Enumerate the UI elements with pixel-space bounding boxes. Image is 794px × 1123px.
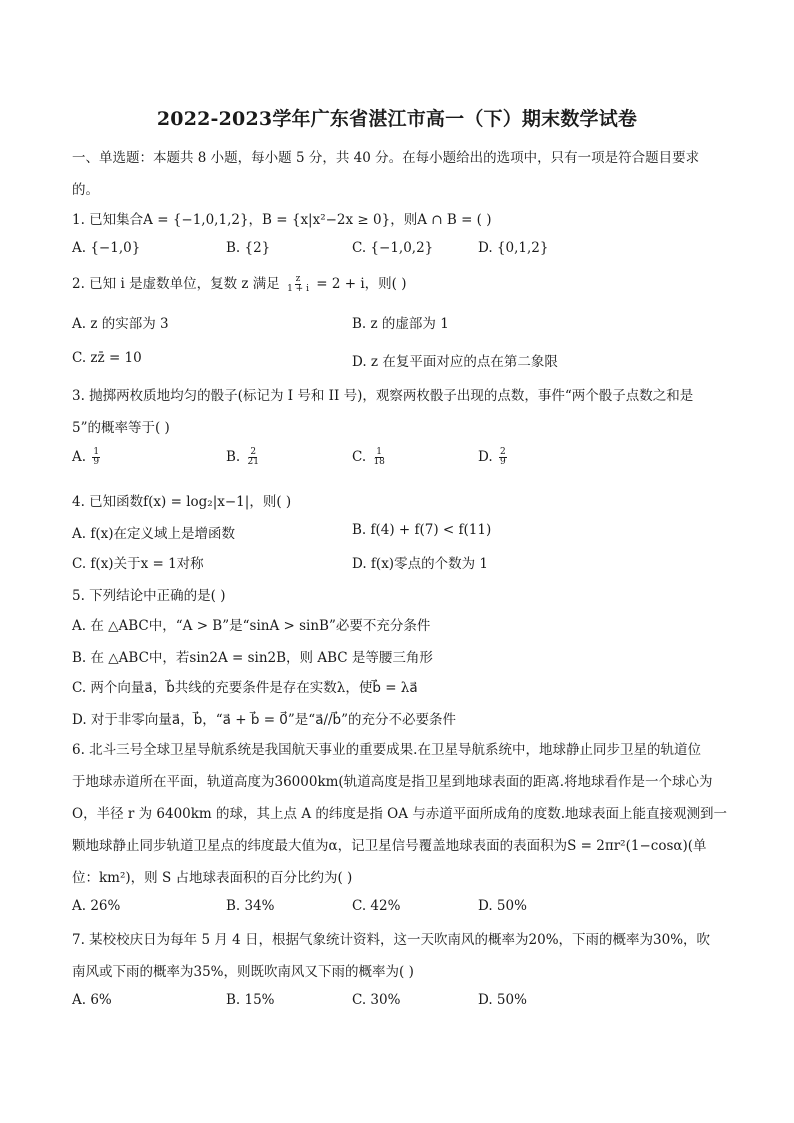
question-6-line2: 于地球赤道所在平面，轨道高度为36000km(轨道高度是指卫星到地球表面的距离.将地球看作是一个球心为 — [72, 774, 713, 790]
question-1-stem: 1. 已知集合A = {−1,0,1,2}，B = {x|x²−2x ≥ 0}，则A ∩ B = ( ) — [72, 212, 492, 228]
question-7-option-b: B. 15% — [226, 992, 275, 1008]
question-7-option-d: D. 50% — [478, 992, 527, 1008]
question-6-line3: O，半径 r 为 6400km 的球，其上点 A 的纬度是指 OA 与赤道平面所成角的度数.地球表面上能直接观测到一 — [72, 806, 728, 822]
question-3-option-a-fraction — [92, 448, 100, 467]
fraction-denominator: 9 — [499, 457, 506, 467]
question-2-stem-pre: 2. 已知 i 是虚数单位，复数 z 满足 — [72, 276, 280, 292]
question-2-option-d: D. z 在复平面对应的点在第二象限 — [352, 354, 558, 370]
question-1-option-b: B. {2} — [226, 240, 271, 256]
question-1-option-a: A. {−1,0} — [72, 240, 141, 256]
question-1-option-d: D. {0,1,2} — [478, 240, 549, 256]
fraction-numerator: 2 — [250, 447, 257, 457]
question-3-option-b — [226, 448, 262, 467]
question-4-option-a: A. f(x)在定义域上是增函数 — [72, 526, 235, 542]
question-3-option-a-label: A. — [72, 449, 87, 465]
question-3-stem-line2: 5”的概率等于( ) — [72, 420, 170, 436]
question-3-option-c-fraction — [372, 448, 385, 467]
fraction-denominator: 21 — [247, 457, 259, 467]
question-5-option-c: C. 两个向量a⃗，b⃗共线的充要条件是存在实数λ，使b⃗ = λa⃗ — [72, 680, 418, 696]
question-3-option-c — [352, 448, 388, 467]
fraction-numerator: 1 — [376, 447, 383, 457]
question-3-option-a — [72, 448, 102, 467]
question-4-option-b: B. f(4) + f(7) < f(11) — [352, 522, 492, 538]
question-6-line1: 6. 北斗三号全球卫星导航系统是我国航天事业的重要成果.在卫星导航系统中，地球静止同步卫星的轨道位 — [72, 742, 701, 758]
question-6-option-d: D. 50% — [478, 898, 527, 914]
question-3-stem-line1: 3. 抛掷两枚质地均匀的骰子(标记为 I 号和 II 号)，观察两枚骰子出现的点数，事件“两个骰子点数之和是 — [72, 388, 694, 404]
fraction-numerator: 2 — [499, 447, 506, 457]
question-5-stem: 5. 下列结论中正确的是( ) — [72, 588, 226, 604]
question-7-option-c: C. 30% — [352, 992, 401, 1008]
section-heading-line1: 一、单选题：本题共 8 小题，每小题 5 分，共 40 分。在每小题给出的选项中，只有一项是符合题目要求 — [72, 150, 700, 166]
question-2-option-a: A. z 的实部为 3 — [72, 316, 169, 332]
question-6-line5: 位：km²)，则 S 占地球表面积的百分比约为( ) — [72, 870, 353, 886]
question-5-option-d: D. 对于非零向量a⃗，b⃗，“a⃗ + b⃗ = 0⃗”是“a⃗//b⃗”的充分不必要条件 — [72, 712, 457, 728]
question-5-option-b: B. 在 △ABC中，若sin2A = sin2B，则 ABC 是等腰三角形 — [72, 650, 433, 666]
question-2-fraction-denominator: 1 + i — [287, 284, 309, 294]
question-6-option-c: C. 42% — [352, 898, 401, 914]
question-5-option-a: A. 在 △ABC中，“A > B”是“sinA > sinB”必要不充分条件 — [72, 618, 431, 634]
fraction-numerator: 1 — [93, 447, 100, 457]
question-3-option-b-label: B. — [226, 449, 241, 465]
question-2-fraction — [286, 275, 310, 294]
question-3-option-d-fraction — [499, 448, 507, 467]
section-heading-line2: 的。 — [72, 182, 99, 198]
question-1-option-c: C. {−1,0,2} — [352, 240, 434, 256]
question-7-line2: 南风或下雨的概率为35%，则既吹南风又下雨的概率为( ) — [72, 964, 414, 980]
question-6-line4: 颗地球静止同步轨道卫星点的纬度最大值为α，记卫星信号覆盖地球表面的表面积为S = 2πr²(1−cosα)(单 — [72, 838, 707, 854]
question-6-option-a: A. 26% — [72, 898, 121, 914]
question-2-stem-post: = 2 + i，则( ) — [316, 276, 407, 292]
question-7-line1: 7. 某校校庆日为每年 5 月 4 日，根据气象统计资料，这一天吹南风的概率为20%，下雨的概率为30%，吹 — [72, 932, 711, 948]
question-4-option-d: D. f(x)零点的个数为 1 — [352, 556, 488, 572]
question-3-option-c-label: C. — [352, 449, 367, 465]
fraction-denominator: 9 — [93, 457, 100, 467]
question-2-option-b: B. z 的虚部为 1 — [352, 316, 449, 332]
question-3-option-b-fraction — [247, 448, 260, 467]
question-2-option-c: C. zz̄ = 10 — [72, 350, 142, 366]
question-2-stem — [72, 272, 406, 294]
question-6-option-b: B. 34% — [226, 898, 275, 914]
page-title: 2022-2023学年广东省湛江市高一（下）期末数学试卷 — [156, 108, 638, 130]
fraction-denominator: 18 — [373, 457, 385, 467]
question-4-option-c: C. f(x)关于x = 1对称 — [72, 556, 204, 572]
question-7-option-a: A. 6% — [72, 992, 112, 1008]
question-3-option-d — [478, 448, 509, 467]
question-2-fraction-numerator: z — [295, 274, 301, 284]
question-3-option-d-label: D. — [478, 449, 493, 465]
question-4-stem: 4. 已知函数f(x) = log₂|x−1|，则( ) — [72, 494, 292, 510]
